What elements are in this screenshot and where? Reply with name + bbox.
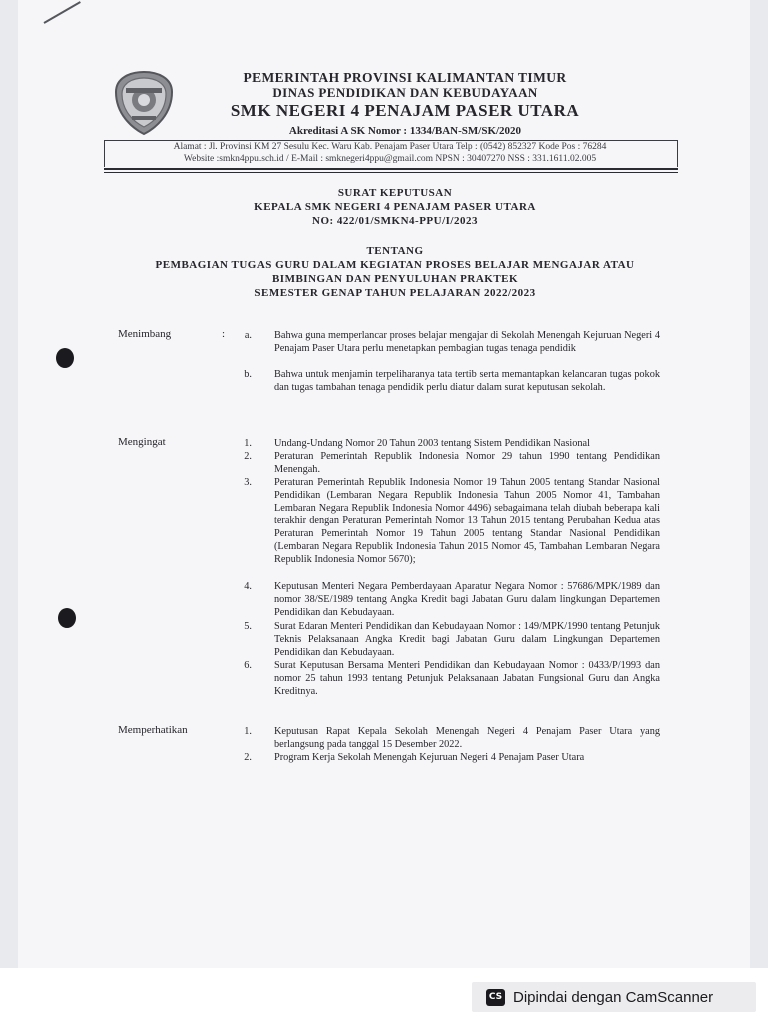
section-label-mengingat: Mengingat bbox=[118, 436, 166, 448]
document-number: NO: 422/01/SMKN4-PPU/I/2023 bbox=[312, 215, 478, 227]
punch-hole-top bbox=[56, 348, 74, 368]
section-label-menimbang: Menimbang bbox=[118, 328, 172, 340]
list-mark: 5. bbox=[244, 621, 252, 632]
list-mark: b. bbox=[244, 369, 252, 380]
letterhead-department: DINAS PENDIDIKAN DAN KEBUDAYAAN bbox=[272, 85, 538, 100]
list-item: Bahwa untuk menjamin terpeliharanya tata tertib serta memantapkan kelancaran tugas pokok dan tugas tambahan tenaga pendidik perlu diatur dalam surat keputusan sekolah. bbox=[274, 369, 660, 393]
punch-hole-bottom bbox=[58, 608, 76, 628]
document-title bbox=[100, 186, 690, 228]
list-item: Surat Edaran Menteri Pendidikan dan Kebudayaan Nomor : 149/MPK/1990 tentang Petunjuk Teknis Pelaksanaan Angka Kredit bagi Jabatan Guru dalam Lingkungan Departemen Pendidikan dan Kebudayaan. bbox=[274, 621, 660, 658]
section-colon: : bbox=[222, 328, 226, 340]
list-item: Bahwa guna memperlancar proses belajar mengajar di Sekolah Menengah Kejuruan Negeri 4 Penajam Paser Utara perlu menetapkan pembagian tugas tenaga pendidik bbox=[274, 330, 660, 354]
subject-line-2: BIMBINGAN DAN PENYULUHAN PRAKTEK bbox=[271, 273, 519, 285]
list-mark: 2. bbox=[244, 752, 252, 763]
list-item: Undang-Undang Nomor 20 Tahun 2003 tentang Sistem Pendidikan Nasional bbox=[274, 438, 590, 449]
list-mark: 6. bbox=[244, 660, 252, 671]
subject-line-3: SEMESTER GENAP TAHUN PELAJARAN 2022/2023 bbox=[254, 287, 536, 299]
list-mark: 1. bbox=[244, 438, 252, 449]
letterhead bbox=[190, 70, 620, 138]
header-divider-thin bbox=[104, 172, 678, 173]
subject-line-1: PEMBAGIAN TUGAS GURU DALAM KEGIATAN PROSES BELAJAR MENGAJAR ATAU bbox=[155, 259, 635, 271]
list-item: Keputusan Menteri Negara Pemberdayaan Aparatur Negara Nomor : 57686/MPK/1989 dan nomor 38/SE/1989 tentang Angka Kredit bagi Jabatan Guru dalam lingkungan Departemen Pendidikan dan Kebudayaan. bbox=[274, 581, 660, 618]
list-mark: 1. bbox=[244, 726, 252, 737]
letterhead-school-name: SMK NEGERI 4 PENAJAM PASER UTARA bbox=[230, 101, 580, 120]
letterhead-province: PEMERINTAH PROVINSI KALIMANTAN TIMUR bbox=[243, 70, 567, 85]
title-line-2: KEPALA SMK NEGERI 4 PENAJAM PASER UTARA bbox=[254, 201, 536, 213]
website-line: Website :smkn4ppu.sch.id / E-Mail : smknegeri4ppu@gmail.com NPSN : 30407270 NSS : 331.1611.02.005 bbox=[183, 154, 597, 164]
list-item: Surat Keputusan Bersama Menteri Pendidikan dan Kebudayaan Nomor : 0433/P/1993 dan nomor 25 tahun 1993 tentang Petunjuk Pelaksanaan Jabatan Fungsional Guru dan Angka Kreditnya. bbox=[274, 660, 660, 697]
address-line: Alamat : Jl. Provinsi KM 27 Sesulu Kec. Waru Kab. Penajam Paser Utara Telp : (0542) 852327 Kode Pos : 76284 bbox=[173, 142, 607, 152]
letterhead-accreditation: Akreditasi A SK Nomor : 1334/BAN-SM/SK/2020 bbox=[288, 125, 522, 137]
subject-label: TENTANG bbox=[366, 245, 424, 257]
list-item: Keputusan Rapat Kepala Sekolah Menengah Negeri 4 Penajam Paser Utara yang berlangsung pada tanggal 15 Desember 2022. bbox=[274, 726, 660, 750]
camscanner-logo-icon: CS bbox=[486, 989, 505, 1006]
list-item: Program Kerja Sekolah Menengah Kejuruan Negeri 4 Penajam Paser Utara bbox=[274, 752, 585, 763]
school-emblem-logo bbox=[112, 70, 176, 136]
list-item: Peraturan Pemerintah Republik Indonesia Nomor 19 Tahun 2005 tentang Standar Nasional Pendidikan (Lembaran Negara Republik Indonesia Tahun 2005 Nomor 41, Tambahan Lembaran Negara Republik Indonesia Nomor 4496) sebagaimana telah diubah beberapa kali terakhir dengan Peraturan Pemerintah Nomor 13 Tahun 2015 tentang Perubahan Kedua atas Peraturan Pemerintah Nomor 19 Tahun 2005 tentang Standar Nasional Pendidikan (Lembaran Negara Republik Indonesia Tahun 2015 Nomor 45, Tambahan Lembaran Negara Republik Indonesia Nomor 5670); bbox=[274, 477, 660, 565]
list-item: Peraturan Pemerintah Republik Indonesia Nomor 29 tahun 1990 tentang Pendidikan Menengah. bbox=[274, 451, 660, 475]
watermark-text: Dipindai dengan CamScanner bbox=[513, 988, 714, 1006]
title-line-1: SURAT KEPUTUSAN bbox=[337, 187, 453, 199]
list-mark: 4. bbox=[244, 581, 252, 592]
header-divider-thick bbox=[104, 168, 678, 170]
list-mark: 3. bbox=[244, 477, 252, 488]
document-subject bbox=[100, 244, 690, 300]
address-block bbox=[104, 141, 676, 165]
list-mark: a. bbox=[244, 330, 252, 341]
camscanner-watermark bbox=[472, 982, 756, 1012]
list-mark: 2. bbox=[244, 451, 252, 462]
section-label-memperhatikan: Memperhatikan bbox=[118, 724, 188, 736]
